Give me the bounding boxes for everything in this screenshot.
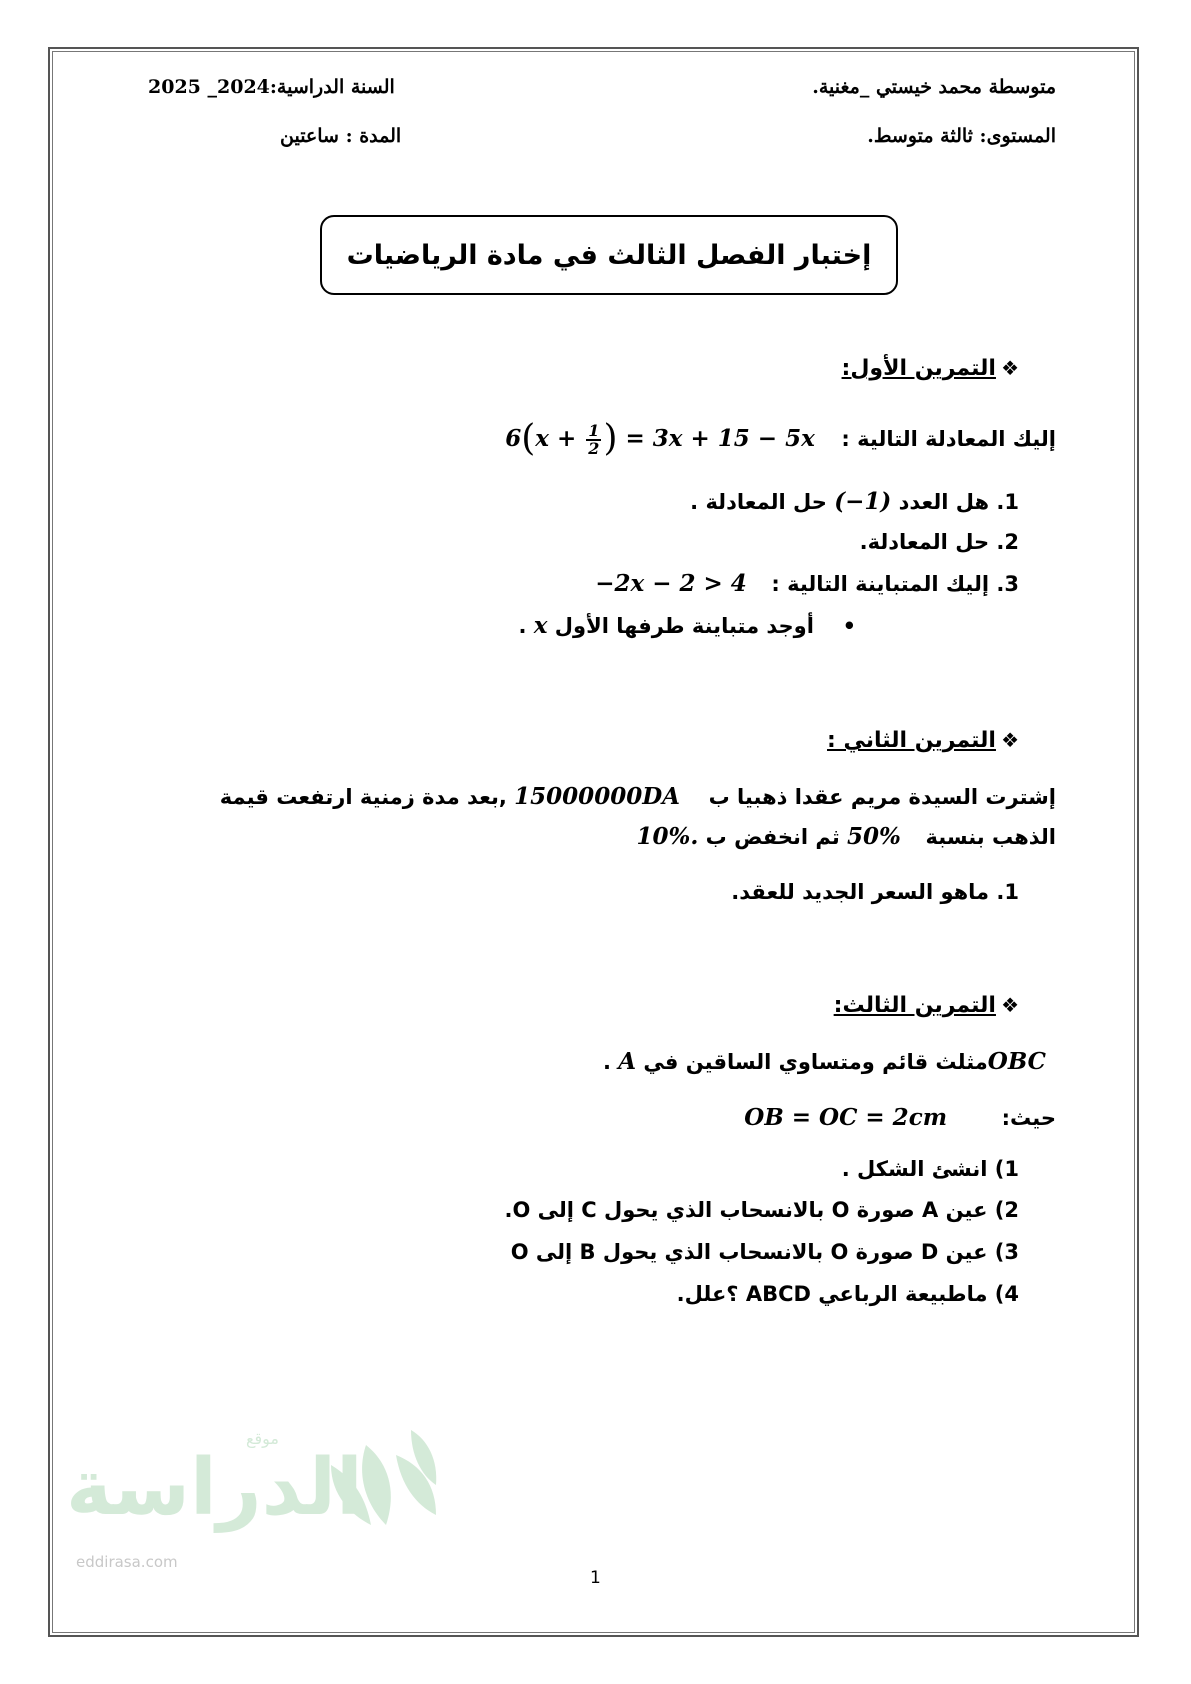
school-year: السنة الدراسية:2024_ 2025	[148, 76, 395, 98]
ex1-equation-line	[505, 418, 1056, 459]
page-title: إختبار الفصل الثالث في مادة الرياضيات	[346, 239, 872, 271]
watermark-word: الدراسة	[66, 1443, 363, 1533]
ex3-line1: OBCمثلث قائم ومتساوي الساقين في A .	[602, 1048, 1046, 1075]
ex1-heading-row	[842, 356, 1019, 381]
title-box	[320, 215, 898, 295]
ex1-intro: إليك المعادلة التالية :	[841, 427, 1056, 451]
ex1-q3: 3. إليك المتباينة التالية : −2x − 2 > 4	[595, 570, 1019, 597]
diamond-bullet-icon: ❖	[1001, 728, 1019, 752]
school-name: متوسطة محمد خيستي _مغنية.	[812, 76, 1056, 98]
ex1-bullet: • أوجد متباينة طرفها الأول x .	[518, 612, 856, 639]
fraction: $\frac{1}{2}$	[588, 421, 600, 458]
ex1-equation: 6(x + $\frac{1}{2}$ ) = 3x + 15 − 5x	[505, 418, 815, 459]
ex1-q1: 1. هل العدد (−1) حل المعادلة .	[690, 488, 1019, 515]
bullet-dot-icon: •	[842, 614, 856, 638]
ex3-item-4: 4) ماطبيعة الرباعي ABCD ؟علل.	[676, 1282, 1019, 1306]
ex3-item-3: 3) عين D صورة O بالانسحاب الذي يحول B إلى O	[510, 1240, 1019, 1264]
watermark-small: موقع	[246, 1429, 279, 1448]
watermark-url: eddirasa.com	[76, 1553, 178, 1571]
level: المستوى: ثالثة متوسط.	[867, 125, 1056, 147]
ex2-q1: 1. ماهو السعر الجديد للعقد.	[731, 880, 1019, 904]
ex3-item-2: 2) عين A صورة O بالانسحاب الذي يحول C إلى O.	[504, 1198, 1019, 1222]
ex3-line2: حيث: OB = OC = 2cm	[744, 1104, 1056, 1131]
ex2-heading: التمرين الثاني :	[827, 728, 996, 753]
ex2-line1: إشترت السيدة مريم عقدا ذهبيا ب 15000000DA ,بعد مدة زمنية ارتفعت قيمة	[219, 783, 1056, 810]
ex2-heading-row	[827, 728, 1019, 753]
ex1-q2: 2. حل المعادلة.	[859, 530, 1019, 554]
diamond-bullet-icon: ❖	[1001, 356, 1019, 380]
page-number: 1	[590, 1568, 601, 1588]
ex2-line2: الذهب بنسبة 50% ثم انخفض ب 10%.	[636, 823, 1056, 850]
ex3-heading-row	[834, 993, 1019, 1018]
ex1-heading: التمرين الأول:	[841, 356, 996, 381]
ex3-item-1: 1) انشئ الشكل .	[841, 1157, 1019, 1181]
eddirasa-watermark-logo	[66, 1425, 446, 1575]
ex3-heading: التمرين الثالث:	[833, 993, 996, 1018]
diamond-bullet-icon: ❖	[1001, 993, 1019, 1017]
duration: المدة : ساعتين	[280, 125, 402, 147]
